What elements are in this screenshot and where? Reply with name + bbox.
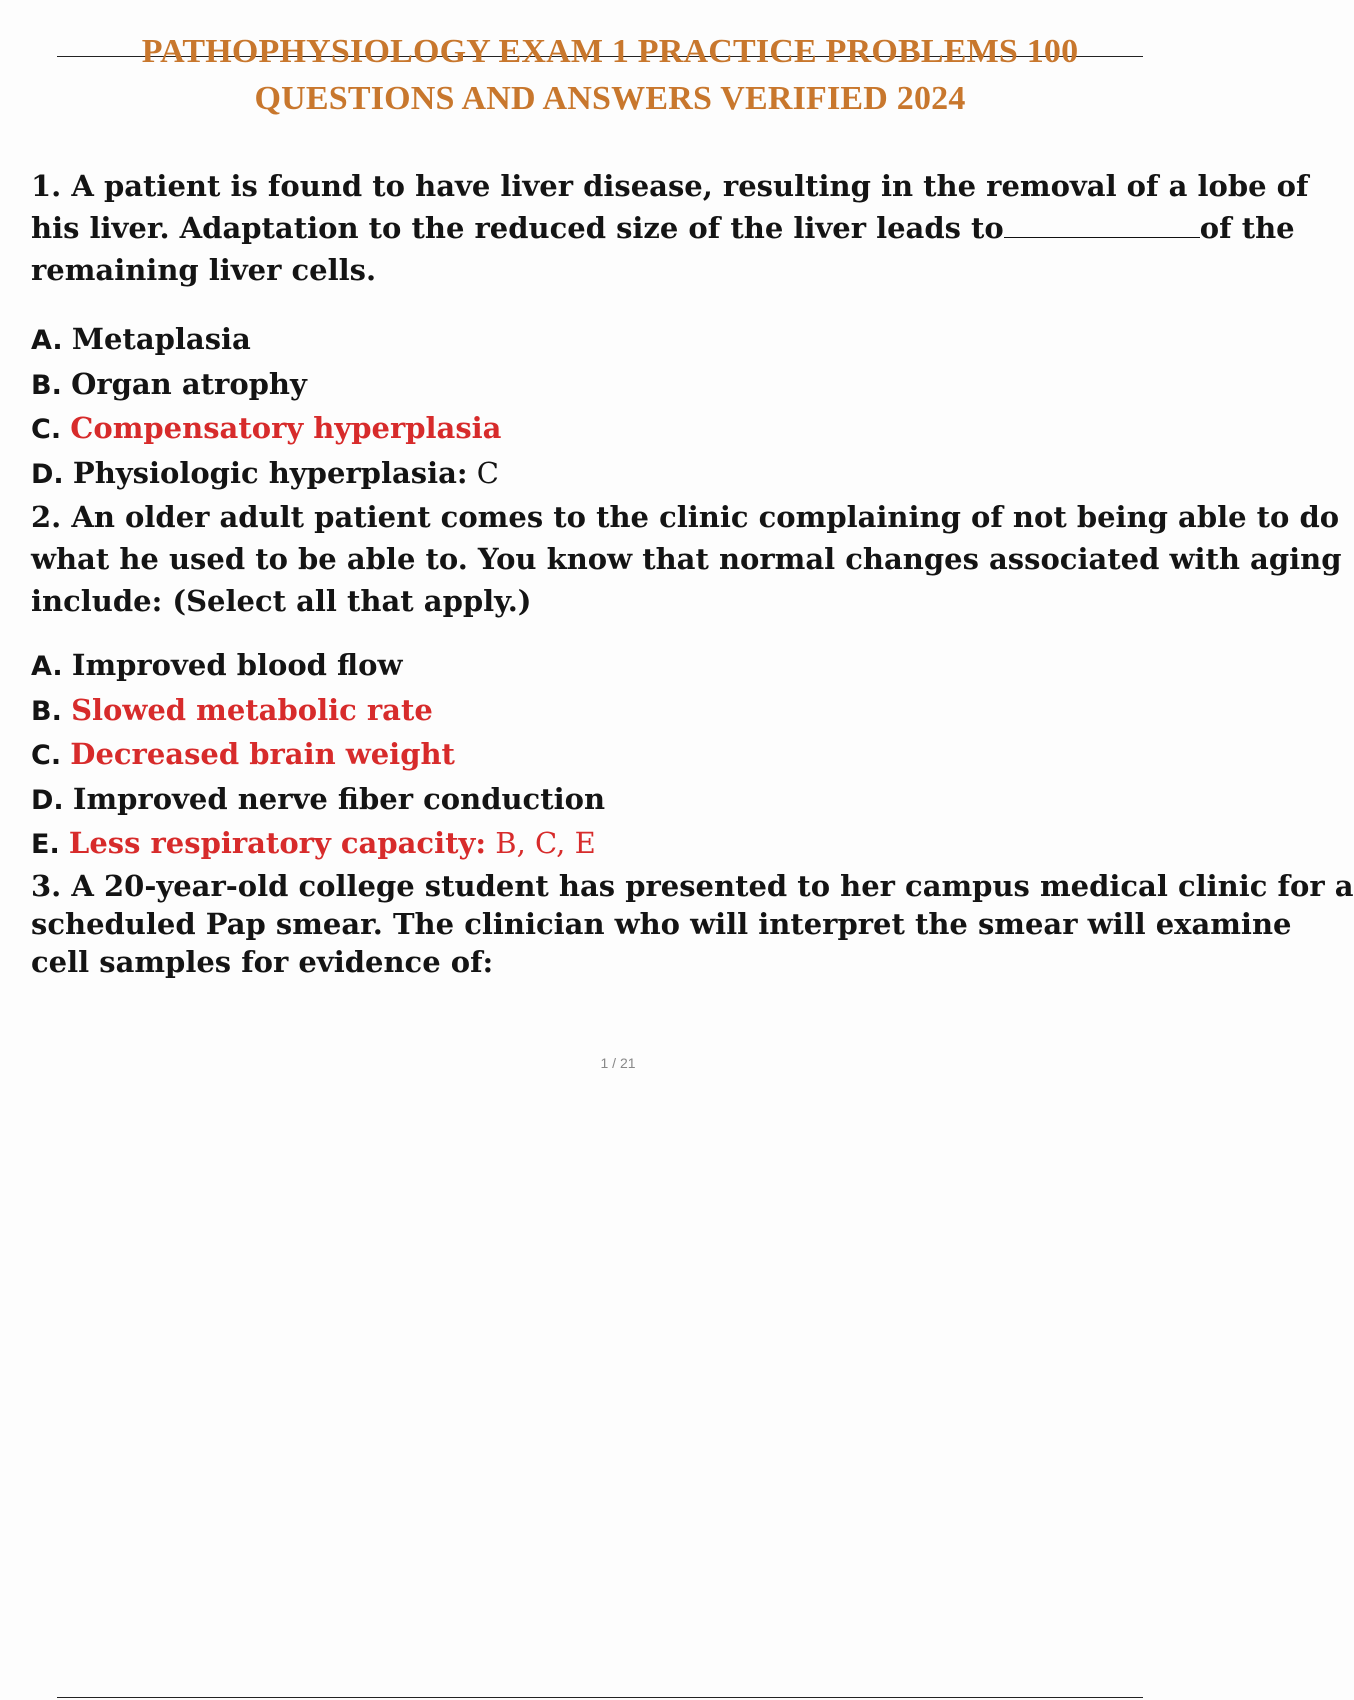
option-text: Slowed metabolic rate bbox=[71, 692, 433, 727]
option-text: Physiologic hyperplasia: bbox=[72, 455, 468, 490]
question-1-line-2 bbox=[31, 207, 1295, 249]
option-text: Decreased brain weight bbox=[70, 737, 455, 771]
title-line-1: PATHOPHYSIOLOGY EXAM 1 PRACTICE PROBLEMS 100 bbox=[141, 33, 1079, 70]
option-letter: C. bbox=[31, 414, 62, 445]
option-text: Compensatory hyperplasia bbox=[70, 411, 502, 445]
option-letter: A. bbox=[31, 651, 63, 682]
option-letter: C. bbox=[31, 740, 62, 771]
option-letter: A. bbox=[31, 325, 63, 356]
question-1-option-c-correct bbox=[31, 407, 1231, 452]
question-1-line-2-after: of the bbox=[1199, 211, 1295, 245]
option-letter: D. bbox=[31, 458, 64, 490]
fill-in-blank bbox=[1004, 215, 1200, 238]
option-text: Improved blood flow bbox=[71, 648, 403, 682]
bottom-rule bbox=[57, 1697, 1143, 1698]
question-1-options bbox=[31, 318, 1231, 496]
question-2-stem bbox=[31, 496, 1342, 622]
option-text: Less respiratory capacity: bbox=[68, 826, 487, 860]
question-3-stem bbox=[31, 867, 1354, 981]
question-1-line-2-before: his liver. Adaptation to the reduced size of the liver leads to bbox=[31, 211, 1004, 245]
question-2-line-3: include: (Select all that apply.) bbox=[31, 584, 532, 618]
option-letter: E. bbox=[31, 829, 60, 860]
question-2-option-b-correct bbox=[31, 689, 1231, 734]
question-2-option-c-correct bbox=[31, 733, 1231, 778]
question-1-option-a bbox=[31, 318, 1231, 363]
answer-key: C bbox=[467, 455, 500, 490]
question-1-option-d bbox=[31, 452, 1231, 497]
question-list bbox=[31, 165, 1354, 981]
title-line-2: QUESTIONS AND ANSWERS VERIFIED 2024 bbox=[254, 80, 966, 117]
answer-key: B, C, E bbox=[486, 826, 596, 860]
option-letter: B. bbox=[31, 695, 62, 727]
question-3-line-1: 3. A 20-year-old college student has presented to her campus medical clinic for a bbox=[31, 868, 1354, 903]
question-2-option-e-correct bbox=[31, 822, 1231, 867]
question-1-line-1: 1. A patient is found to have liver disease, resulting in the removal of a lobe of bbox=[31, 169, 1309, 203]
question-1-option-b bbox=[31, 363, 1231, 408]
question-1-stem bbox=[31, 165, 1309, 291]
option-text: Organ atrophy bbox=[71, 366, 307, 401]
question-3-line-3: cell samples for evidence of: bbox=[31, 944, 494, 979]
option-text: Improved nerve fiber conduction bbox=[72, 781, 606, 816]
question-2-option-a bbox=[31, 644, 1231, 689]
option-letter: B. bbox=[31, 369, 62, 401]
option-text: Metaplasia bbox=[71, 322, 251, 356]
question-2-line-1: 2. An older adult patient comes to the clinic complaining of not being able to do bbox=[31, 500, 1340, 534]
question-2-options bbox=[31, 644, 1231, 867]
question-2-option-d bbox=[31, 778, 1231, 823]
page-indicator: 1 / 21 bbox=[600, 1055, 636, 1071]
question-1-line-3: remaining liver cells. bbox=[31, 253, 377, 287]
question-3-line-2: scheduled Pap smear. The clinician who will interpret the smear will examine bbox=[31, 906, 1292, 941]
question-2-line-2: what he used to be able to. You know that normal changes associated with aging bbox=[31, 542, 1342, 576]
page-title bbox=[0, 28, 1220, 122]
option-letter: D. bbox=[31, 784, 64, 816]
